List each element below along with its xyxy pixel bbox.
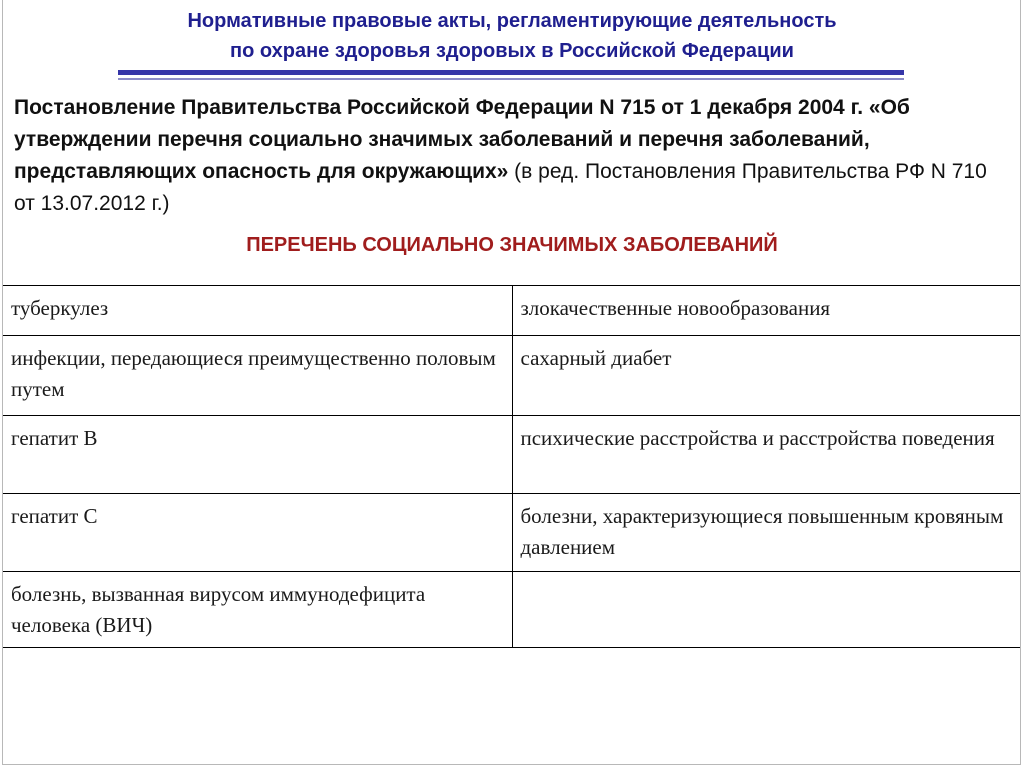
table-row (3, 336, 1020, 416)
table-cell: туберкулез (3, 286, 512, 336)
table-cell: гепатит В (3, 416, 512, 494)
table-cell: инфекции, передающиеся преимущественно половым путем (3, 336, 512, 416)
diseases-table (3, 285, 1020, 648)
table-row (3, 416, 1020, 494)
table-row (3, 286, 1020, 336)
table-cell: болезнь, вызванная вирусом иммунодефицита человека (ВИЧ) (3, 572, 512, 648)
decree-amendment: (в ред. Постановления Правительства РФ N 710 от 13.07.2012 г.) (14, 160, 987, 215)
table-cell: сахарный диабет (512, 336, 1020, 416)
title-divider (118, 70, 904, 75)
decree-reference (14, 92, 1010, 220)
decree-title: Постановление Правительства Российской Федерации N 715 от 1 декабря 2004 г. «Об утверждении перечня социально значимых заболеваний и перечня заболеваний, представляющих опасность для окружающих» (14, 96, 910, 183)
table-cell: гепатит С (3, 494, 512, 572)
table-cell: злокачественные новообразования (512, 286, 1020, 336)
slide-title (0, 6, 1024, 66)
table-cell: болезни, характеризующиеся повышенным кровяным давлением (512, 494, 1020, 572)
table-cell: психические расстройства и расстройства поведения (512, 416, 1020, 494)
list-heading: ПЕРЕЧЕНЬ СОЦИАЛЬНО ЗНАЧИМЫХ ЗАБОЛЕВАНИЙ (246, 234, 778, 256)
title-line-2: по охране здоровья здоровых в Российской Федерации (230, 40, 794, 62)
title-divider-thin (118, 78, 904, 80)
table-row (3, 494, 1020, 572)
table-row (3, 572, 1020, 648)
title-line-1: Нормативные правовые акты, регламентирующие деятельность (187, 10, 837, 32)
table-cell (512, 572, 1020, 648)
